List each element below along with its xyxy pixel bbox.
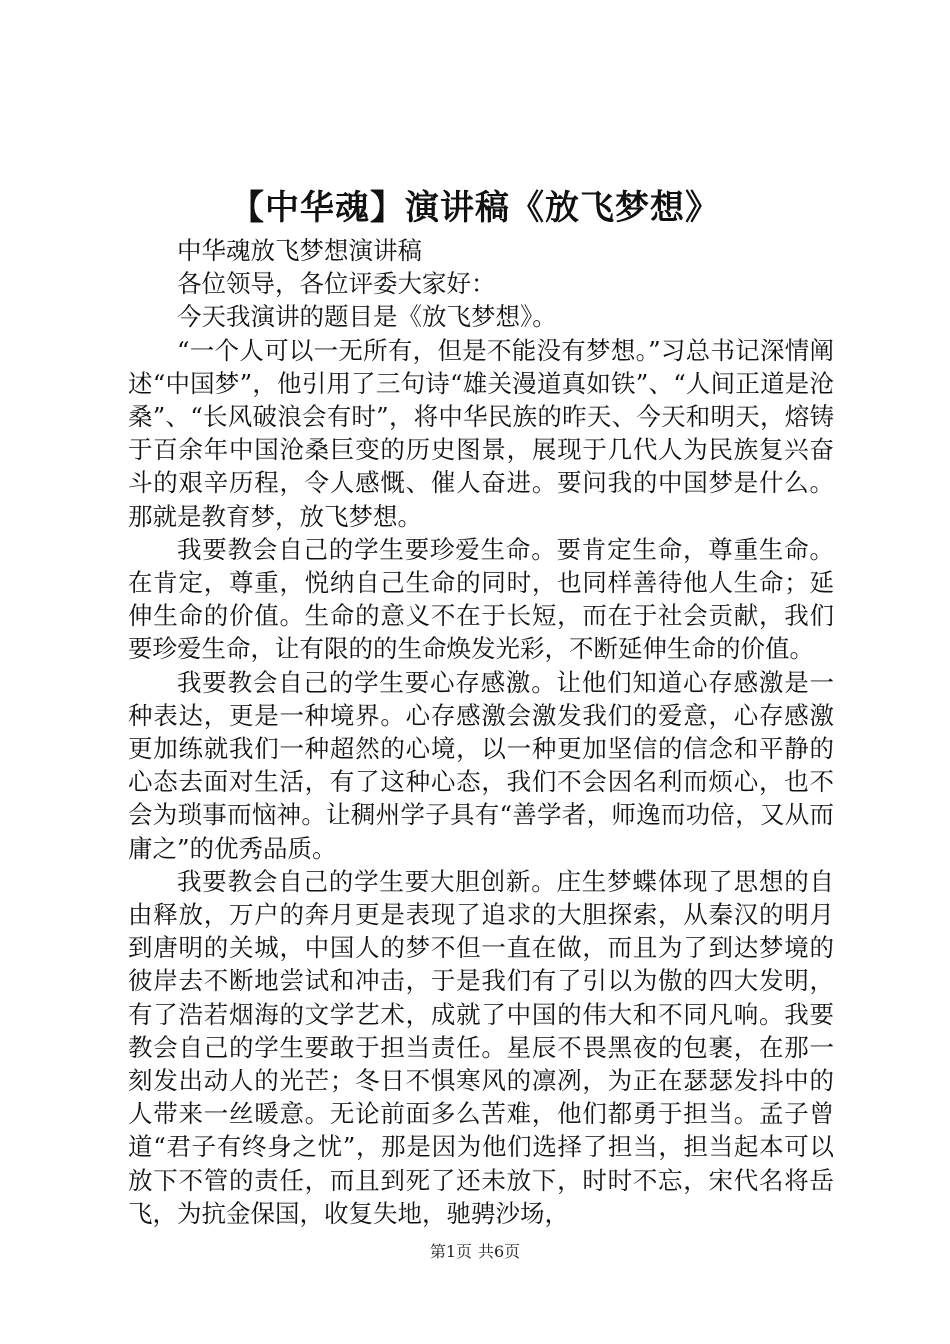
document-body: [128, 234, 834, 1230]
paragraph-gratitude: 我要教会自己的学生要心存感激。让他们知道心存感激是一种表达，更是一种境界。心存感激会激发我们的爱意，心存感激更加练就我们一种超然的心境，以一种更加坚信的信念和平静的心态去面对生活，有了这种心态，我们不会因名利而烦心，也不会为琐事而恼神。让稠州学子具有“善学者，师逸而功倍，又从而庸之”的优秀品质。: [128, 667, 834, 863]
page-footer: [0, 1241, 950, 1263]
page-total: 共6页: [478, 1242, 521, 1261]
paragraph-cherish-life: 我要教会自己的学生要珍爱生命。要肯定生命，尊重生命。在肯定，尊重，悦纳自己生命的同时，也同样善待他人生命；延伸生命的价值。生命的意义不在于长短，而在于社会贡献，我们要珍爱生命，让有限的的生命焕发光彩，不断延伸生命的价值。: [128, 534, 834, 664]
paragraph-intro: “一个人可以一无所有，但是不能没有梦想。”习总书记深情阐述“中国梦”，他引用了三句诗“雄关漫道真如铁”、“人间正道是沧桑”、“长风破浪会有时”，将中华民族的昨天、今天和明天，熔铸于百余年中国沧桑巨变的历史图景，展现于几代人为民族复兴奋斗的艰辛历程，令人感慨、催人奋进。要问我的中国梦是什么。那就是教育梦，放飞梦想。: [128, 335, 834, 531]
page-number: 第1页: [429, 1242, 472, 1261]
paragraph-subtitle: 中华魂放飞梦想演讲稿: [177, 236, 422, 265]
paragraph-topic: 今天我演讲的题目是《放飞梦想》。: [177, 302, 557, 332]
paragraph-greeting: 各位领导，各位评委大家好：: [177, 269, 496, 299]
paragraph-innovation: 我要教会自己的学生要大胆创新。庄生梦蝶体现了思想的自由释放，万户的奔月更是表现了追求的大胆探索，从秦汉的明月到唐明的关城，中国人的梦不但一直在做，而且为了到达梦境的彼岸去不断地尝试和冲击，于是我们有了引以为傲的四大发明，有了浩若烟海的文学艺术，成就了中国的伟大和不同凡响。我要教会自己的学生要敢于担当责任。星辰不畏黑夜的包裹，在那一刻发出动人的光芒；冬日不惧寒风的凛冽，为正在瑟瑟发抖中的人带来一丝暖意。无论前面多么苦难，他们都勇于担当。孟子曾道“君子有终身之忧”，那是因为他们选择了担当，担当起本可以放下不管的责任，而且到死了还未放下，时时不忘，宋代名将岳飞，为抗金保国，收复失地，驰骋沙场，: [128, 866, 834, 1228]
document-title: 【中华魂】演讲稿《放飞梦想》: [230, 188, 720, 228]
